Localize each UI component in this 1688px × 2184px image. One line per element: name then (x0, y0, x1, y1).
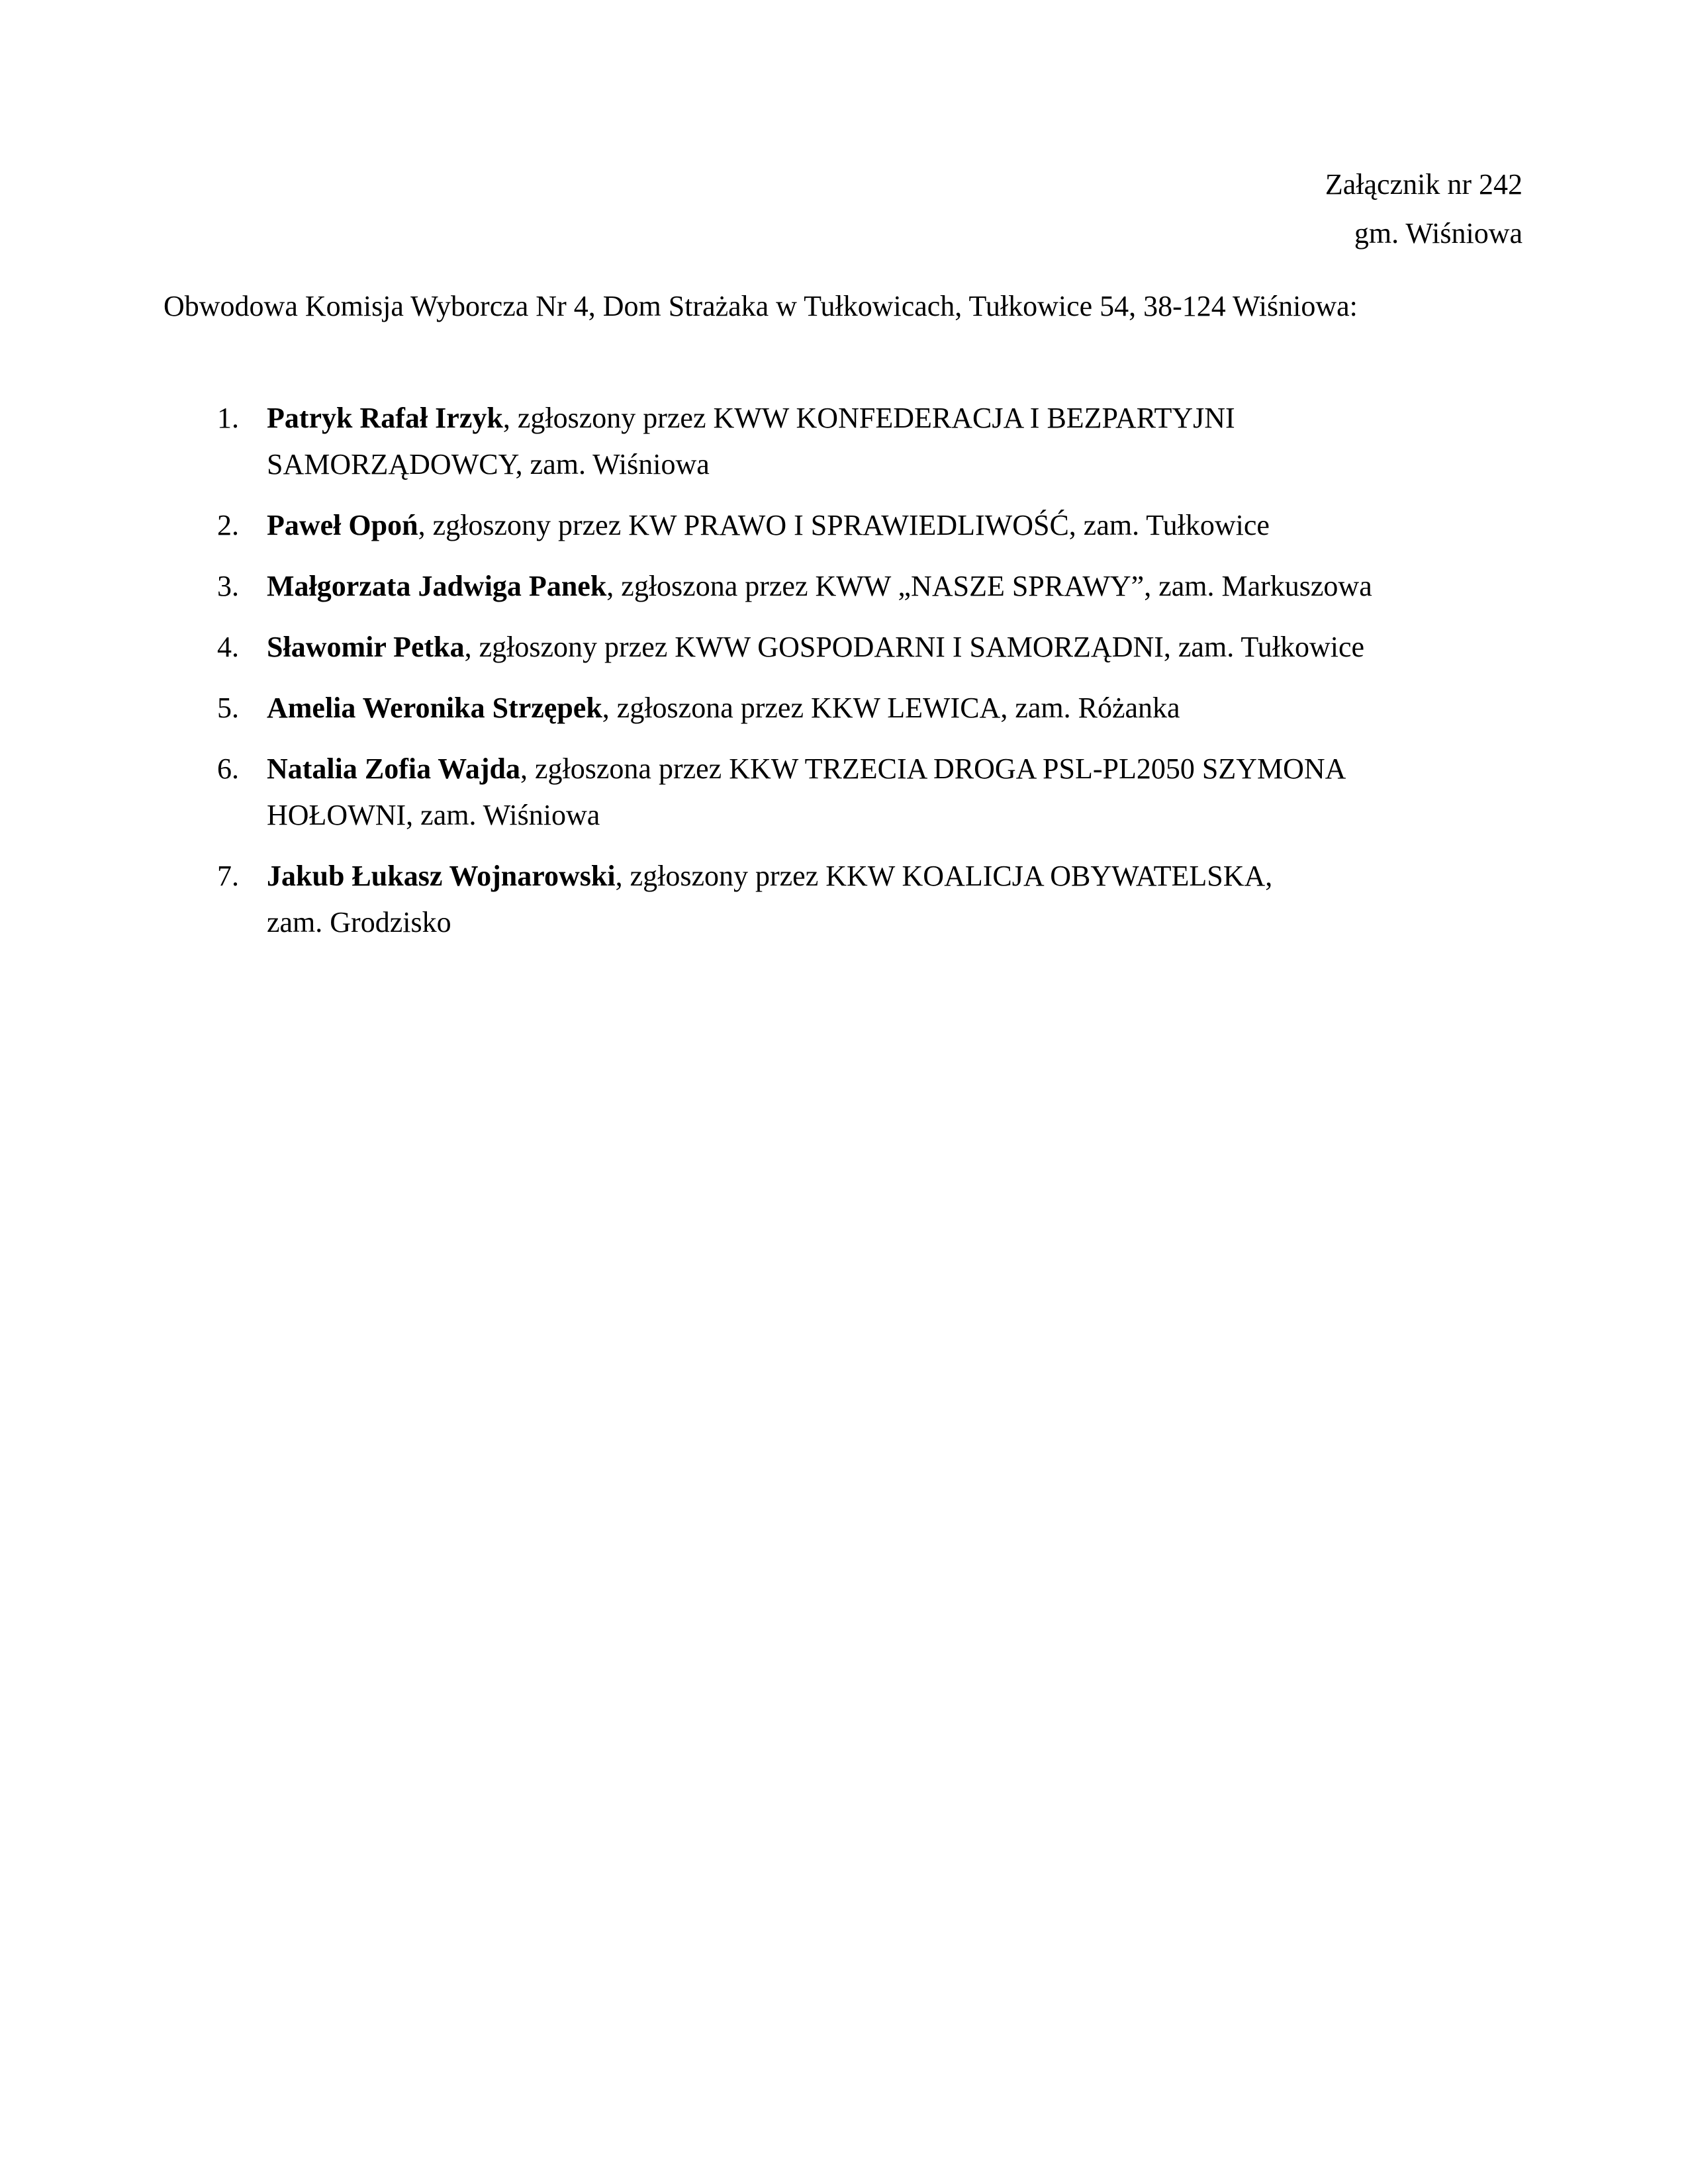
member-name: Patryk Rafał Irzyk (267, 402, 503, 434)
member-name: Amelia Weronika Strzępek (267, 692, 602, 724)
member-details: , zgłoszony przez KWW GOSPODARNI I SAMORZĄDNI, zam. Tułkowice (464, 631, 1365, 663)
member-name: Natalia Zofia Wajda (267, 752, 521, 785)
member-details: , zgłoszony przez KWW KONFEDERACJA I BEZPARTYJNI (502, 402, 1235, 434)
member-details: , zgłoszony przez KW PRAWO I SPRAWIEDLIWOŚĆ, zam. Tułkowice (418, 509, 1270, 541)
member-details-continued: HOŁOWNI, zam. Wiśniowa (267, 799, 600, 831)
commission-intro: Obwodowa Komisja Wyborcza Nr 4, Dom Strażaka w Tułkowicach, Tułkowice 54, 38-124 Wiśniowa: (164, 290, 1358, 322)
list-item (0, 685, 1688, 731)
list-item (0, 746, 1688, 839)
item-number: 4. (217, 631, 239, 663)
member-details: , zgłoszona przez KKW TRZECIA DROGA PSL-PL2050 SZYMONA (520, 752, 1346, 785)
list-item (0, 563, 1688, 610)
member-details-continued: SAMORZĄDOWCY, zam. Wiśniowa (267, 448, 710, 480)
item-number: 1. (217, 402, 239, 434)
member-name: Małgorzata Jadwiga Panek (267, 570, 607, 602)
municipality-name: gm. Wiśniowa (1354, 217, 1523, 250)
item-number: 5. (217, 692, 239, 724)
member-details: , zgłoszona przez KKW LEWICA, zam. Różanka (602, 692, 1180, 724)
list-item (0, 624, 1688, 670)
item-number: 6. (217, 752, 239, 785)
member-list (0, 395, 1688, 960)
member-details: , zgłoszony przez KKW KOALICJA OBYWATELSKA, (615, 860, 1273, 892)
member-details-continued: zam. Grodzisko (267, 906, 451, 938)
item-number: 2. (217, 509, 239, 541)
annex-header (1325, 160, 1523, 258)
member-name: Jakub Łukasz Wojnarowski (267, 860, 616, 892)
list-item (0, 395, 1688, 488)
member-name: Sławomir Petka (267, 631, 465, 663)
member-name: Paweł Opoń (267, 509, 418, 541)
list-item (0, 502, 1688, 549)
member-details: , zgłoszona przez KWW „NASZE SPRAWY”, zam. Markuszowa (606, 570, 1372, 602)
item-number: 3. (217, 570, 239, 602)
list-item (0, 853, 1688, 946)
item-number: 7. (217, 860, 239, 892)
annex-number: Załącznik nr 242 (1325, 168, 1523, 201)
